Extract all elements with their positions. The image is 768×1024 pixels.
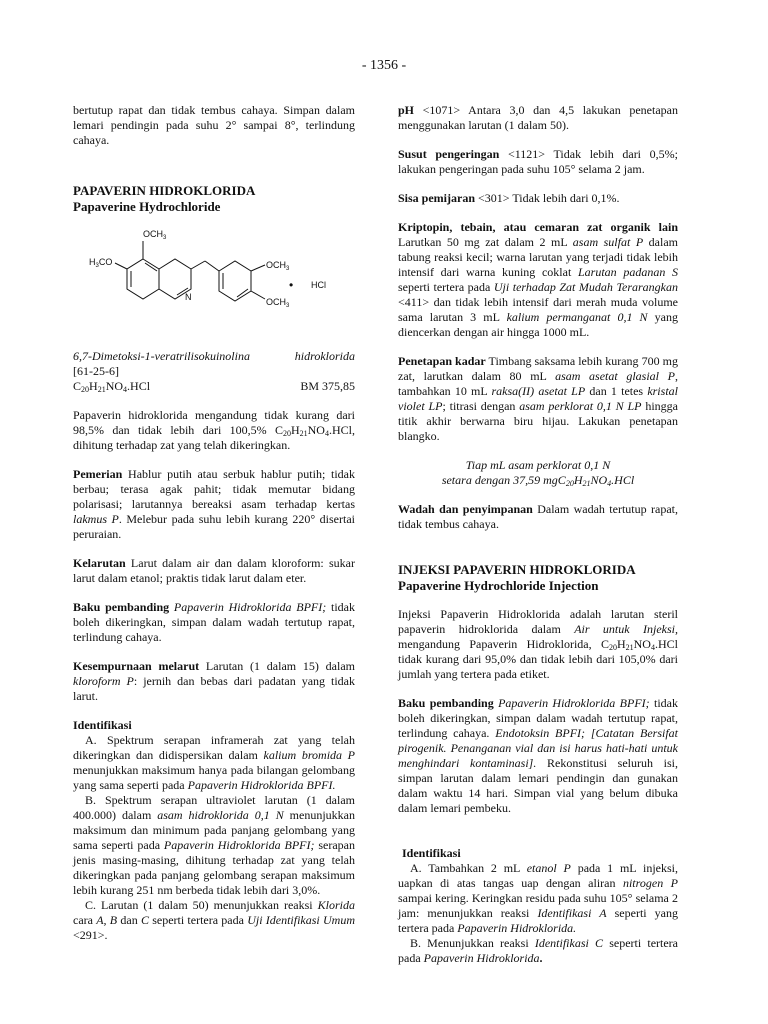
- kelarutan-label: Kelarutan: [73, 556, 126, 570]
- intro-paragraph: bertutup rapat dan tidak tembus cahaya. Simpan dalam lemari pendingin pada suhu 2° sampai 8°, terlindung cahaya.: [73, 103, 355, 147]
- pemerian-text: Hablur putih atau serbuk hablur putih; tidak berbau; terasa agak pahit; tidak memutar bidang polarisasi; larutannya bereaksi asam terhadap kertas: [73, 467, 355, 511]
- identifikasi2-b: B. Menunjukkan reaksi Identifikasi C seperti tertera pada Papaverin Hidroklorida.: [398, 936, 678, 965]
- penetapan-paragraph: Penetapan kadar Timbang saksama lebih kurang 700 mg zat, larutkan dalam 80 mL asam asetat glasial P, tambahkan 10 mL raksa(II) asetat LP dan 1 tetes kristal violet LP; titrasi dengan asam perklorat 0,1 N LP hingga titik akhir berwarna biru hijau. Lakukan penetapan blangko.: [398, 354, 678, 443]
- baku-paragraph: [73, 600, 355, 645]
- baku-text: tidak boleh dikeringkan, simpan dalam wadah tertutup rapat, terlindung cahaya.: [73, 600, 355, 644]
- kriptopin-paragraph: Kriptopin, tebain, atau cemaran zat organik lain Larutkan 50 mg zat dalam 2 mL asam sulfat P dalam tabung reaksi kecil; warna larutan yang terjadi tidak lebih intensif dari warna kuning coklat Larutan padanan S seperti tertera pada Uji terhadap Zat Mudah Terarangkan <411> dan tidak lebih intensif dari merah muda volume sama larutan 3 mL kalium permanganat 0,1 N yang diencerkan dengan air hingga 1000 mL.: [398, 220, 679, 339]
- chemical-name: 6,7-Dimetoksi-1-veratrilisokuinolina: [73, 349, 250, 363]
- identifikasi2-heading: [398, 846, 678, 861]
- identifikasi-a: A. Spektrum serapan inframerah zat yang telah dikeringkan dan didispersikan dalam kalium bromida P menunjukkan maksimum hanya pada bilangan gelombang yang sama seperti pada Papaverin Hidroklorida BPFI.: [73, 733, 356, 792]
- kesempurnaan-reagent: kloroform P: [73, 674, 134, 688]
- monograph2-title-id: INJEKSI PAPAVERIN HIDROKLORIDA: [398, 562, 636, 577]
- ome-label-right-2: $OCH_3$: [266, 297, 290, 309]
- injeksi-paragraph: Injeksi Papaverin Hidroklorida adalah larutan steril papaverin hidroklorida dalam Air untuk Injeksi, mengandung Papaverin Hidroklorida, $C_{20}H_{21}NO_4.HCl$ tidak kurang dari 95,0% dan tidak lebih dari 105,0% dari jumlah yang tertera pada etiket.: [398, 607, 678, 681]
- baku2-label: Baku pembanding: [398, 696, 494, 710]
- identifikasi-b: B. Spektrum serapan ultraviolet larutan (1 dalam 400.000) dalam asam hidroklorida 0,1 N menunjukkan maksimum dan minimum pada panjang gelombang yang sama seperti pada Papaverin Hidroklorida BPFI; serapan jenis masing-masing, dihitung terhadap zat yang telah dikeringkan pada panjang gelombang serapan maksimum lebih kurang 251 nm berbeda tidak lebih dari 3,0%.: [73, 793, 355, 897]
- identifikasi2-a: A. Tambahkan 2 mL etanol P pada 1 mL injeksi, uapkan di atas tangas uap dengan aliran nitrogen P sampai kering. Keringkan residu pada suhu 105° selama 2 jam: menunjukkan reaksi Identifikasi A seperti yang tertera pada Papaverin Hidroklorida.: [398, 861, 678, 935]
- kelarutan-paragraph: [73, 556, 355, 586]
- identifikasi-heading: [73, 718, 355, 733]
- benzene-ring-b: [219, 261, 251, 301]
- identifikasi2-label: Identifikasi: [402, 846, 461, 860]
- wadah-label: Wadah dan penyimpanan: [398, 502, 533, 516]
- kesempurnaan-paragraph: [73, 659, 355, 704]
- molecular-weight: BM 375,85: [300, 379, 355, 393]
- pemerian-paragraph: [73, 467, 355, 542]
- hcl-label: HCl: [311, 280, 326, 290]
- ph-label: pH: [398, 103, 415, 117]
- equivalence-line-2: setara dengan 37,59 $mgC_{20}H_{21}NO_4.HCl$: [441, 473, 635, 488]
- monograph-title-id: PAPAVERIN HIDROKLORIDA: [73, 183, 256, 198]
- ph-paragraph: [398, 103, 678, 133]
- ome-label-right-1: $OCH_3$: [266, 260, 290, 272]
- pemerian-text-end: . Melebur pada suhu lebih kurang 220° disertai peruraian.: [73, 512, 355, 541]
- monograph-title-en: Papaverine Hydrochloride: [73, 199, 221, 214]
- identifikasi-label: Identifikasi: [73, 718, 132, 732]
- equivalence-statement: [398, 458, 678, 488]
- susut-paragraph: [398, 147, 678, 177]
- chem-name-row: [73, 349, 355, 364]
- nitrogen-label: N: [185, 292, 192, 302]
- kesempurnaan-label: Kesempurnaan melarut: [73, 659, 200, 673]
- ome-label-top: $OCH_3$: [143, 229, 167, 241]
- wadah-paragraph: [398, 502, 678, 532]
- left-column: [73, 103, 355, 943]
- baku-reference: Papaverin Hidroklorida BPFI;: [169, 600, 327, 614]
- papaverine-structure-diagram: [73, 227, 355, 335]
- cas-number: [61-25-6]: [73, 364, 119, 378]
- kriptopin-label: Kriptopin, tebain, atau cemaran zat organik lain: [398, 220, 678, 234]
- assay-paragraph: Papaverin hidroklorida mengandung tidak kurang dari 98,5% dan tidak lebih dari 100,5% $C_{20}H_{21}NO_4.HCl$, dihitung terhadap zat yang telah dikeringkan.: [73, 408, 355, 452]
- susut-label: Susut pengeringan: [398, 147, 500, 161]
- kelarutan-text: Larut dalam air dan dalam kloroform: sukar larut dalam etanol; praktis tidak larut dalam eter.: [73, 556, 355, 585]
- sisa-paragraph: [398, 191, 678, 206]
- ome-label-left: $H_3CO$: [89, 257, 113, 269]
- right-column: [398, 103, 678, 966]
- wadah-text: Dalam wadah tertutup rapat, tidak tembus cahaya.: [398, 502, 678, 531]
- chemical-name-suffix: hidroklorida: [294, 349, 355, 363]
- sisa-label: Sisa pemijaran: [398, 191, 476, 205]
- susut-text: <1121> Tidak lebih dari 0,5%; lakukan pengeringan pada suhu 105° selama 2 jam.: [398, 147, 678, 176]
- formula-row: [73, 379, 355, 394]
- monograph2-title-en: Papaverine Hydrochloride Injection: [398, 578, 599, 593]
- penetapan-label: Penetapan kadar: [398, 354, 486, 368]
- page-number: - 1356 -: [361, 58, 407, 73]
- baku-label: Baku pembanding: [73, 600, 170, 614]
- pemerian-reagent: lakmus P: [73, 512, 119, 526]
- baku2-paragraph: Baku pembanding Papaverin Hidroklorida BPFI; tidak boleh dikeringkan, simpan dalam wadah tertutup rapat, terlindung cahaya. Endotoksin BPFI; [Catatan Bersifat pirogenik. Penanganan vial dan isi harus hati-hati untuk menghindari kontaminasi]. Rekonstitusi seluruh isi, simpan larutan dalam lemari pendingin dan gunakan dalam waktu 14 hari. Simpan vial yang belum dibuka dalam lemari pembeku.: [398, 696, 679, 815]
- benzene-ring-a: [127, 259, 159, 299]
- sisa-text: <301> Tidak lebih dari 0,1%.: [475, 191, 620, 205]
- equivalence-line-1: Tiap mL asam perklorat 0,1 N: [465, 458, 611, 472]
- salt-dot: •: [289, 278, 294, 292]
- molecular-formula: $C_{20}H_{21}NO_4.HCl$: [73, 379, 151, 394]
- kesempurnaan-text-end: : jernih dan bebas dari padatan yang tidak larut.: [73, 674, 355, 703]
- kesempurnaan-text: Larutan (1 dalam 15) dalam: [199, 659, 356, 673]
- ph-text: <1071> Antara 3,0 dan 4,5 lakukan penetapan menggunakan larutan (1 dalam 50).: [398, 103, 678, 132]
- identifikasi-c: C. Larutan (1 dalam 50) menunjukkan reaksi Klorida cara A, B dan C seperti tertera pada Uji Identifikasi Umum <291>.: [73, 898, 355, 942]
- pemerian-label: Pemerian: [73, 467, 123, 481]
